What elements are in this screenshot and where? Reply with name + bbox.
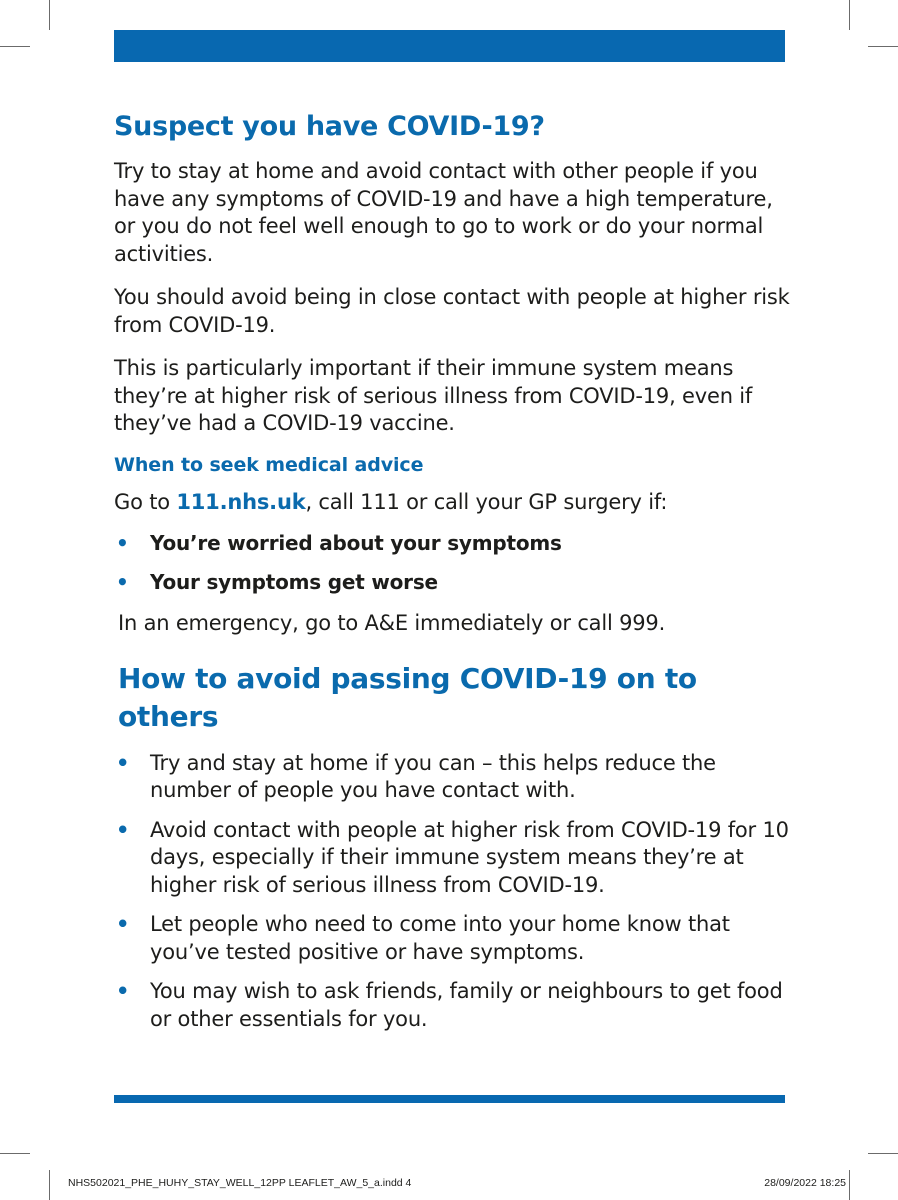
list-item: [114, 750, 794, 805]
list-item-text: Let people who need to come into your home know that you’ve tested positive or have symptoms.: [150, 912, 730, 964]
list-item: [114, 530, 794, 557]
symptom-list: [114, 530, 794, 596]
bullet-icon: •: [116, 750, 130, 775]
avoid-passing-list: [114, 750, 794, 1034]
crop-mark: [49, 1170, 50, 1200]
subheading-medical-advice: When to seek medical advice: [114, 453, 424, 476]
paragraph-stay-home: Try to stay at home and avoid contact with other people if you have any symptoms of COVID-19 and have a high temperature, or you do not feel well enough to go to work or do your normal activities.: [114, 159, 773, 266]
section-title-avoid-passing: How to avoid passing COVID-19 on to others: [118, 661, 697, 733]
paragraph-avoid-contact: You should avoid being in close contact with people at higher risk from COVID-19.: [114, 285, 790, 337]
crop-mark: [0, 1153, 30, 1154]
crop-mark: [868, 1153, 898, 1154]
crop-mark: [49, 0, 50, 30]
leaflet-content: [114, 108, 794, 1033]
print-timestamp: 28/09/2022 18:25: [764, 1177, 846, 1189]
bullet-icon: •: [116, 531, 129, 555]
go-to-suffix: , call 111 or call your GP surgery if:: [305, 489, 668, 514]
list-item: [114, 817, 794, 900]
list-item: [114, 911, 794, 966]
bullet-icon: •: [116, 817, 130, 842]
list-item-text: Your symptoms get worse: [150, 570, 438, 594]
crop-mark: [849, 0, 850, 30]
header-color-bar: [114, 30, 785, 62]
crop-mark: [0, 46, 30, 47]
list-item-text: Try and stay at home if you can – this helps reduce the number of people you have contact with.: [150, 750, 716, 802]
print-file-slug: NHS502021_PHE_HUHY_STAY_WELL_12PP LEAFLET_AW_5_a.indd 4: [68, 1177, 412, 1189]
bullet-icon: •: [116, 979, 130, 1003]
list-item: [114, 978, 794, 1033]
bullet-icon: •: [116, 912, 130, 936]
footer-color-bar: [114, 1095, 785, 1103]
emergency-note: In an emergency, go to A&E immediately or call 999.: [118, 611, 666, 635]
go-to-line: [114, 489, 794, 517]
bullet-icon: •: [116, 570, 129, 594]
section-title-suspect: Suspect you have COVID-19?: [114, 111, 545, 142]
crop-mark: [868, 46, 898, 47]
crop-mark: [849, 1170, 850, 1200]
paragraph-immune-system: This is particularly important if their immune system means they’re at higher risk of serious illness from COVID-19, even if they’ve had a COVID-19 vaccine.: [114, 356, 753, 435]
nhs-111-link[interactable]: 111.nhs.uk: [176, 489, 306, 514]
go-to-prefix: Go to: [114, 489, 177, 514]
list-item-text: Avoid contact with people at higher risk from COVID-19 for 10 days, especially if their immune system means they’re at higher risk of serious illness from COVID-19.: [150, 817, 789, 897]
list-item: [114, 569, 794, 596]
list-item-text: You may wish to ask friends, family or neighbours to get food or other essentials for you.: [150, 979, 783, 1031]
list-item-text: You’re worried about your symptoms: [150, 531, 562, 555]
